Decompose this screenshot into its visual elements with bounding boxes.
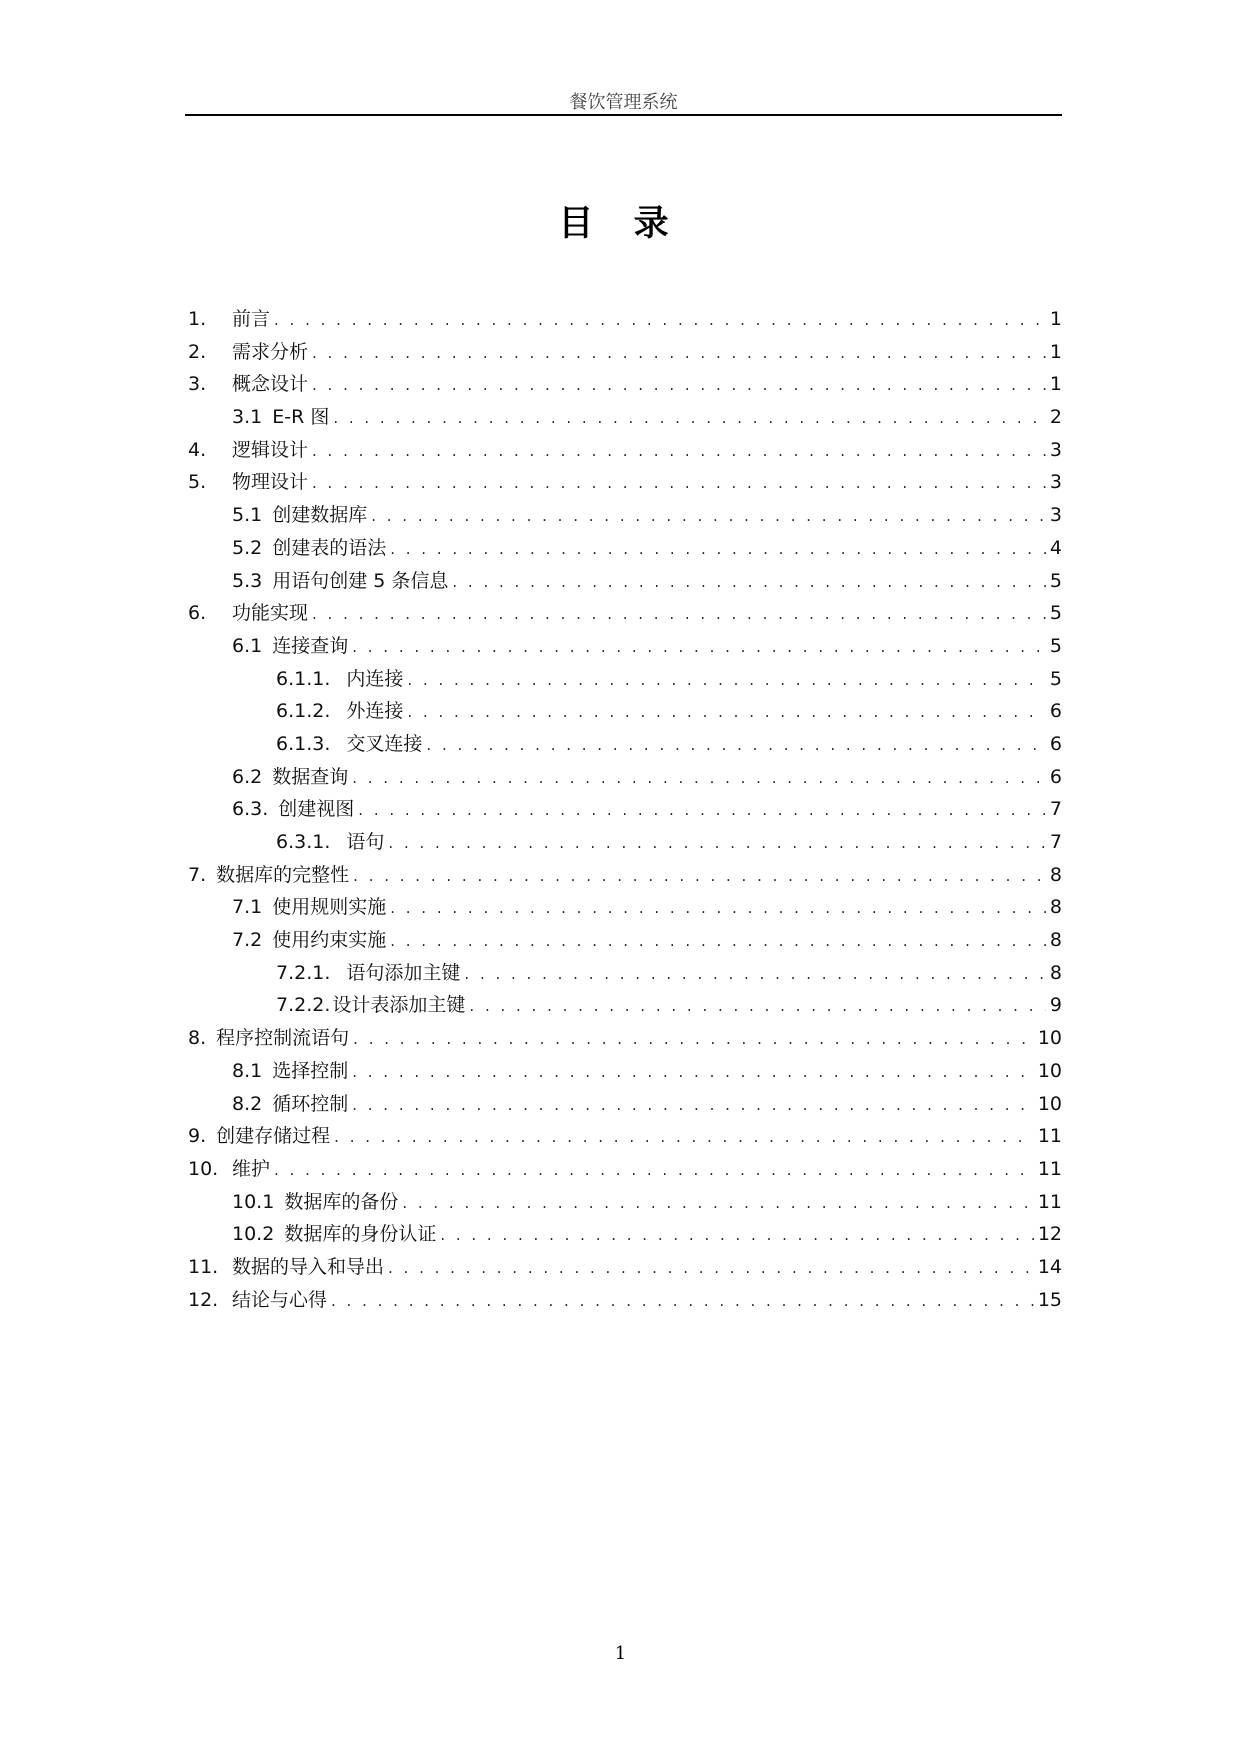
toc-leader-dots [371, 507, 1046, 525]
toc-entry-page: 12 [1037, 1223, 1062, 1246]
toc-entry-title: 逻辑设计 [232, 438, 309, 461]
toc-entry-number: 3. [188, 373, 207, 396]
toc-entry-title: 连接查询 [272, 634, 349, 657]
toc-leader-dots [390, 932, 1046, 950]
toc-entry-title: 创建存储过程 [216, 1125, 331, 1148]
toc-entry-title: 功能实现 [232, 602, 309, 625]
toc-leader-dots [312, 376, 1046, 394]
toc-entry-page: 15 [1037, 1288, 1062, 1311]
toc-entry[interactable] [188, 860, 1062, 893]
toc-leader-dots [353, 1030, 1034, 1048]
toc-entry[interactable] [188, 925, 1062, 958]
toc-entry-page: 10 [1037, 1092, 1062, 1115]
toc-leader-dots [426, 736, 1046, 754]
toc-entry[interactable] [188, 1252, 1062, 1285]
toc-entry-page: 5 [1049, 602, 1062, 625]
toc-entry-number: 5.3 [232, 569, 263, 592]
toc-entry-number: 6. [188, 602, 207, 625]
toc-entry-page: 10 [1037, 1059, 1062, 1082]
toc-entry-page: 1 [1049, 308, 1062, 330]
toc-entry-page: 9 [1049, 994, 1062, 1017]
page-number: 1 [614, 1643, 627, 1664]
toc-entry-page: 8 [1049, 896, 1062, 919]
toc-entry[interactable] [188, 500, 1062, 533]
toc-leader-dots [352, 638, 1046, 656]
toc-leader-dots [407, 703, 1046, 721]
toc-entry[interactable] [188, 1089, 1062, 1122]
toc-title: 目 录 [558, 204, 683, 244]
toc-leader-dots [352, 769, 1046, 787]
toc-entry-page: 8 [1049, 961, 1062, 984]
toc-entry-number: 7. [188, 863, 207, 886]
toc-entry-page: 6 [1049, 732, 1062, 755]
toc-entry-title: 设计表添加主键 [332, 994, 466, 1017]
toc-entry[interactable] [188, 664, 1062, 697]
toc-leader-dots [358, 801, 1046, 819]
toc-entry-number: 9. [188, 1125, 207, 1148]
toc-entry-title: 选择控制 [272, 1059, 349, 1082]
toc-entry-number: 7.2.2. [276, 994, 331, 1017]
toc-entry[interactable] [188, 892, 1062, 925]
toc-entry-title: 外连接 [346, 700, 404, 723]
toc-entry-page: 4 [1049, 536, 1062, 559]
toc-entry-number: 10.2 [232, 1223, 275, 1246]
toc-entry[interactable] [188, 794, 1062, 827]
toc-entry-number: 1. [188, 308, 207, 330]
toc-entry-number: 6.3. [232, 798, 269, 821]
toc-entry-number: 6.1.1. [276, 667, 331, 690]
toc-entry[interactable] [188, 566, 1062, 599]
toc-entry-title: 结论与心得 [232, 1288, 328, 1311]
toc-entry-page: 5 [1049, 569, 1062, 592]
toc-entry-number: 8. [188, 1027, 207, 1050]
toc-entry-number: 6.1.3. [276, 732, 331, 755]
toc-entry[interactable] [188, 990, 1062, 1023]
toc-entry-number: 7.1 [232, 896, 263, 919]
toc-entry[interactable] [188, 369, 1062, 402]
toc-leader-dots [352, 1063, 1034, 1081]
toc-leader-dots [312, 442, 1046, 460]
toc-entry-title: 创建表的语法 [272, 536, 387, 559]
toc-entry[interactable] [188, 467, 1062, 500]
toc-entry-page: 3 [1049, 471, 1062, 494]
toc-entry[interactable] [188, 631, 1062, 664]
toc-entry-title: 语句添加主键 [346, 961, 461, 984]
toc-entry[interactable] [188, 533, 1062, 566]
toc-entry-page: 2 [1049, 406, 1062, 429]
toc-entry-title: 使用约束实施 [272, 929, 387, 952]
toc-entry[interactable] [188, 435, 1062, 468]
toc-entry-title: 交叉连接 [346, 732, 423, 755]
toc-entry-page: 11 [1037, 1157, 1062, 1180]
toc-entry-page: 3 [1049, 504, 1062, 527]
toc-leader-dots [390, 899, 1046, 917]
toc-leader-dots [312, 605, 1046, 623]
toc-entry-title: 需求分析 [232, 340, 309, 363]
toc-entry-page: 11 [1037, 1190, 1062, 1213]
toc-entry-page: 5 [1049, 667, 1062, 690]
toc-entry-page: 7 [1049, 831, 1062, 853]
toc-entry-number: 7.2.1. [276, 961, 331, 984]
toc-leader-dots [274, 311, 1046, 329]
toc-entry[interactable] [188, 827, 1062, 860]
toc-leader-dots [352, 1096, 1034, 1114]
toc-entry-number: 11. [188, 1255, 219, 1278]
toc-leader-dots [312, 344, 1046, 362]
toc-entry-number: 6.1.2. [276, 700, 331, 723]
toc-entry-number: 12. [188, 1288, 219, 1311]
toc-entry-page: 1 [1049, 340, 1062, 363]
toc-entry[interactable] [188, 402, 1062, 435]
toc-entry-title: 前言 [232, 308, 271, 330]
toc-entry-page: 3 [1049, 438, 1062, 461]
toc-leader-dots [274, 1161, 1034, 1179]
toc-entry[interactable] [188, 1023, 1062, 1056]
toc-entry-page: 6 [1049, 765, 1062, 788]
toc-entry[interactable] [188, 729, 1062, 762]
toc-leader-dots [402, 1194, 1033, 1212]
toc-entry-title: E-R 图 [272, 406, 330, 429]
toc-leader-dots [353, 867, 1046, 885]
toc-leader-dots [407, 671, 1046, 689]
toc-entry-title: 数据库的完整性 [216, 863, 350, 886]
toc-leader-dots [333, 409, 1046, 427]
toc-entry-title: 数据库的备份 [284, 1190, 399, 1213]
toc-entry-number: 8.1 [232, 1059, 263, 1082]
toc-entry-title: 数据库的身份认证 [284, 1223, 437, 1246]
toc-entry[interactable] [188, 958, 1062, 991]
table-of-contents [188, 304, 1062, 1317]
toc-entry-title: 循环控制 [272, 1092, 349, 1115]
toc-entry[interactable] [188, 1187, 1062, 1220]
toc-entry-title: 概念设计 [232, 373, 309, 396]
toc-entry[interactable] [188, 1285, 1062, 1318]
toc-entry-title: 物理设计 [232, 471, 309, 494]
header-rule [185, 114, 1062, 116]
toc-entry[interactable] [188, 1154, 1062, 1187]
toc-entry-number: 8.2 [232, 1092, 263, 1115]
toc-entry-number: 6.3.1. [276, 831, 331, 853]
toc-entry-number: 3.1 [232, 406, 263, 429]
toc-leader-dots [469, 997, 1046, 1015]
toc-entry-page: 5 [1049, 634, 1062, 657]
toc-entry[interactable] [188, 304, 1062, 337]
toc-leader-dots [388, 834, 1046, 852]
toc-leader-dots [464, 965, 1046, 983]
toc-entry[interactable] [188, 1056, 1062, 1089]
toc-entry-page: 8 [1049, 929, 1062, 952]
toc-entry-number: 5.2 [232, 536, 263, 559]
toc-entry-page: 6 [1049, 700, 1062, 723]
toc-entry-number: 5.1 [232, 504, 263, 527]
toc-leader-dots [334, 1128, 1034, 1146]
toc-entry-title: 创建视图 [278, 798, 355, 821]
running-header: 餐饮管理系统 [569, 92, 678, 113]
toc-entry-page: 10 [1037, 1027, 1062, 1050]
toc-entry[interactable] [188, 762, 1062, 795]
toc-entry[interactable] [188, 598, 1062, 631]
toc-entry-title: 语句 [346, 831, 385, 853]
toc-entry-title: 用语句创建 5 条信息 [272, 569, 449, 592]
toc-entry-page: 8 [1049, 863, 1062, 886]
toc-entry-number: 7.2 [232, 929, 263, 952]
toc-entry[interactable] [188, 1121, 1062, 1154]
toc-entry-page: 1 [1049, 373, 1062, 396]
toc-entry-title: 程序控制流语句 [216, 1027, 350, 1050]
toc-entry-title: 创建数据库 [272, 504, 368, 527]
toc-entry[interactable] [188, 337, 1062, 370]
toc-entry-title: 内连接 [346, 667, 404, 690]
toc-entry-number: 6.1 [232, 634, 263, 657]
toc-entry-page: 14 [1037, 1255, 1062, 1278]
toc-leader-dots [331, 1292, 1034, 1310]
toc-entry-title: 数据的导入和导出 [232, 1255, 385, 1278]
toc-entry-page: 7 [1049, 798, 1062, 821]
toc-entry-page: 11 [1037, 1125, 1062, 1148]
toc-entry-number: 10.1 [232, 1190, 275, 1213]
toc-entry-number: 5. [188, 471, 207, 494]
toc-entry-title: 数据查询 [272, 765, 349, 788]
toc-entry-number: 4. [188, 438, 207, 461]
toc-entry-title: 使用规则实施 [272, 896, 387, 919]
toc-entry-number: 2. [188, 340, 207, 363]
toc-leader-dots [312, 474, 1046, 492]
toc-leader-dots [440, 1226, 1033, 1244]
toc-leader-dots [388, 1259, 1034, 1277]
toc-entry-number: 6.2 [232, 765, 263, 788]
toc-entry[interactable] [188, 1219, 1062, 1252]
toc-entry[interactable] [188, 696, 1062, 729]
toc-entry-title: 维护 [232, 1157, 271, 1180]
toc-leader-dots [390, 540, 1046, 558]
toc-entry-number: 10. [188, 1157, 219, 1180]
toc-leader-dots [452, 573, 1046, 591]
